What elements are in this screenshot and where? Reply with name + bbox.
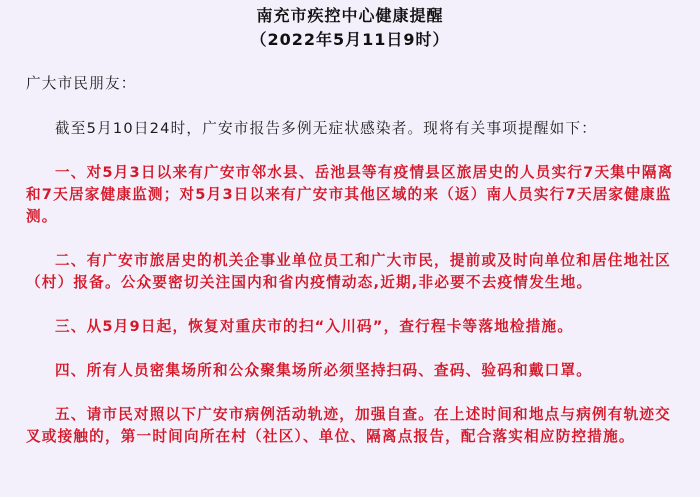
item-3: 三、从5月9日起，恢复对重庆市的扫“入川码”，查行程卡等落地检措施。: [55, 318, 574, 335]
item-2: 二、有广安市旅居史的机关企事业单位员工和广大市民，提前或及时向单位和居住地社区（村）报备。公众要密切关注国内和省内疫情动态,近期,非必要不去疫情发生地。: [26, 252, 671, 291]
intro-paragraph: 截至5月10日24时，广安市报告多例无症状感染者。现将有关事项提醒如下：: [55, 120, 598, 137]
item-4: 四、所有人员密集场所和公众聚集场所必须坚持扫码、查码、验码和戴口罩。: [55, 362, 592, 379]
notice-date: （2022年5月11日9时）: [250, 30, 450, 49]
greeting: 广大市民朋友：: [26, 75, 137, 92]
item-1: 一、对5月3日以来有广安市邻水县、岳池县等有疫情县区旅居史的人员实行7天集中隔离和7天居家健康监测；对5月3日以来有广安市其他区域的来（返）南人员实行7天居家健康监测。: [26, 164, 674, 225]
item-5: 五、请市民对照以下广安市病例活动轨迹，加强自查。在上述时间和地点与病例有轨迹交叉或接触的，第一时间向所在村（社区）、单位、隔离点报告，配合落实相应防控措施。: [26, 406, 671, 445]
notice-title: 南充市疾控中心健康提醒: [256, 6, 444, 25]
